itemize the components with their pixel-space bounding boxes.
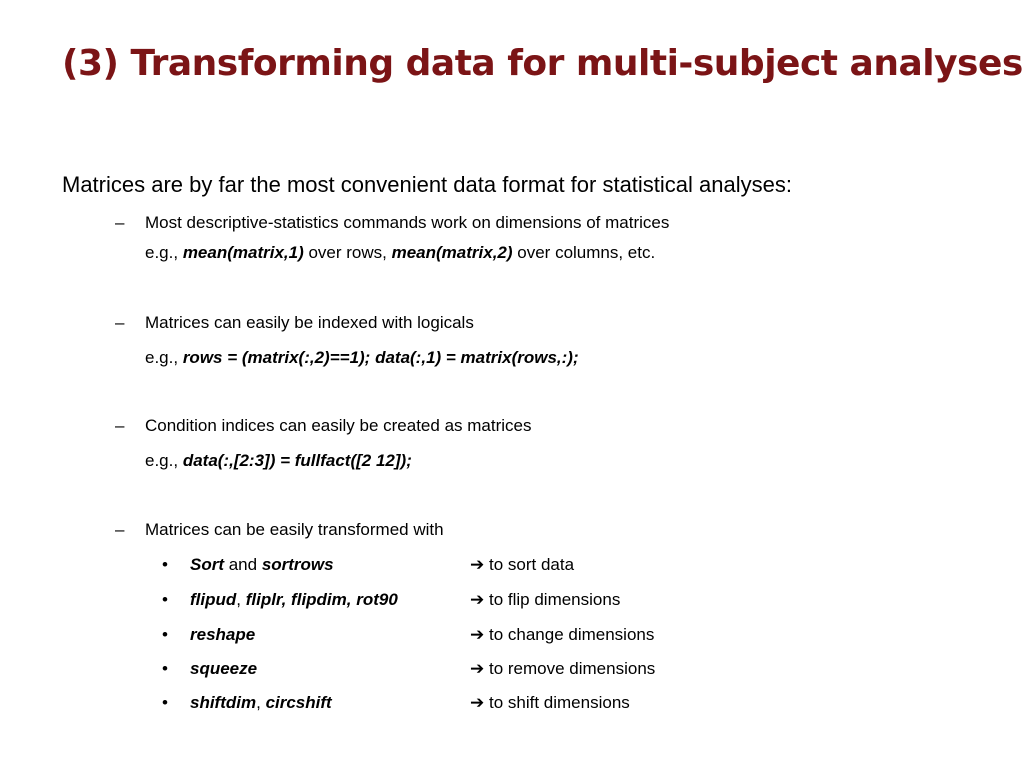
dash-marker: – — [115, 213, 125, 232]
section-3-heading: Condition indices can easily be created as matrices — [145, 416, 532, 435]
command-name: circshift — [265, 693, 332, 712]
command-joiner: and — [224, 555, 262, 574]
arrow-icon: ➔ — [470, 590, 485, 609]
command-joiner: , — [256, 693, 266, 712]
code-mean-columns: mean(matrix,2) — [391, 243, 513, 262]
bullet-marker: • — [162, 590, 168, 609]
transform-commands — [190, 660, 257, 677]
command-name: flipud — [190, 590, 237, 609]
command-joiner: , — [236, 590, 246, 609]
example-prefix: e.g., — [145, 451, 183, 470]
transform-commands — [190, 591, 398, 608]
code-fullfact: data(:,[2:3]) = fullfact([2 12]); — [182, 451, 412, 470]
dash-marker: – — [115, 416, 125, 435]
purpose-text: to change dimensions — [488, 625, 655, 644]
transform-purpose — [470, 626, 654, 643]
section-3-example — [145, 452, 412, 469]
section-4-heading: Matrices can be easily transformed with — [145, 520, 444, 539]
purpose-text: to sort data — [488, 555, 575, 574]
code-logical-indexing: rows = (matrix(:,2)==1); data(:,1) = matrix(rows,:); — [182, 348, 579, 367]
example-prefix: e.g., — [145, 243, 183, 262]
section-1-heading: Most descriptive-statistics commands work on dimensions of matrices — [145, 213, 670, 232]
transform-purpose — [470, 591, 620, 608]
section-2-example — [145, 349, 579, 366]
command-name: Sort — [190, 555, 224, 574]
command-name: fliplr, flipdim, rot90 — [245, 590, 398, 609]
command-name: shiftdim — [190, 693, 257, 712]
transform-purpose — [470, 556, 574, 573]
purpose-text: to flip dimensions — [488, 590, 621, 609]
section-1-example — [145, 244, 655, 261]
code-mean-rows: mean(matrix,1) — [182, 243, 304, 262]
transform-commands — [190, 556, 334, 573]
command-name: sortrows — [261, 555, 334, 574]
arrow-icon: ➔ — [470, 555, 485, 574]
command-name: squeeze — [190, 659, 258, 678]
example-text: over columns, etc. — [512, 243, 656, 262]
command-name: reshape — [190, 625, 256, 644]
example-text: over rows, — [303, 243, 392, 262]
dash-marker: – — [115, 313, 125, 332]
transform-purpose — [470, 660, 655, 677]
intro-text: Matrices are by far the most convenient data format for statistical analyses: — [62, 172, 792, 197]
bullet-marker: • — [162, 693, 168, 712]
arrow-icon: ➔ — [470, 693, 485, 712]
bullet-marker: • — [162, 625, 168, 644]
dash-marker: – — [115, 520, 125, 539]
transform-commands — [190, 694, 332, 711]
section-2-heading: Matrices can easily be indexed with logicals — [145, 313, 474, 332]
example-prefix: e.g., — [145, 348, 183, 367]
bullet-marker: • — [162, 555, 168, 574]
transform-purpose — [470, 694, 630, 711]
purpose-text: to shift dimensions — [488, 693, 630, 712]
slide-title: (3) Transforming data for multi-subject analyses — [62, 43, 1023, 84]
purpose-text: to remove dimensions — [488, 659, 656, 678]
bullet-marker: • — [162, 659, 168, 678]
arrow-icon: ➔ — [470, 659, 485, 678]
arrow-icon: ➔ — [470, 625, 485, 644]
transform-commands — [190, 626, 255, 643]
